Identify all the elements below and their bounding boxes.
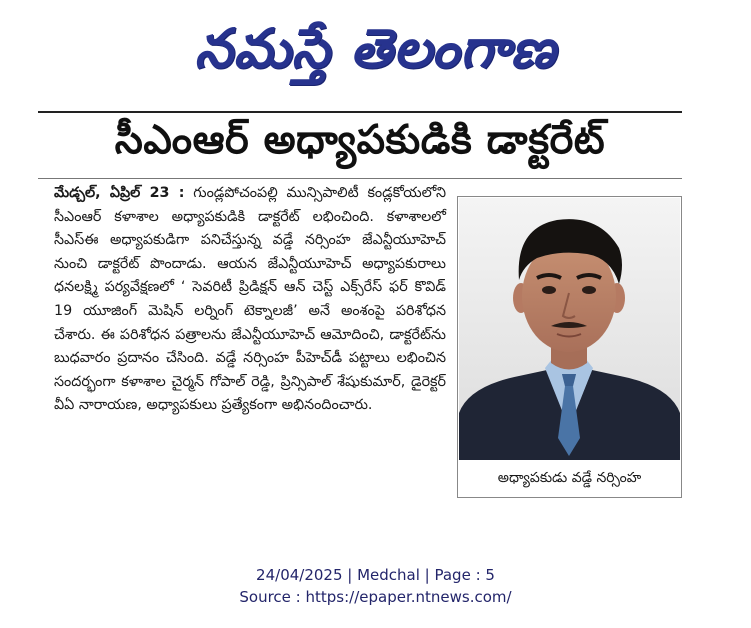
newspaper-logo: నమస్తే తెలంగాణ [194, 16, 557, 80]
photo-frame [457, 196, 682, 498]
article-body [54, 182, 446, 418]
portrait-photo [459, 198, 680, 460]
footer-source-line: Source : https://epaper.ntnews.com/ [239, 588, 512, 606]
footer-edition-line: 24/04/2025 | Medchal | Page : 5 [256, 566, 495, 584]
headline-divider [38, 178, 682, 179]
article-dateline: మేడ్చల్, ఏప్రిల్ 23 : [54, 185, 185, 201]
article-text: గుండ్లపోచంపల్లి మున్సిపాలిటీ కండ్లకోయలోని సీఎంఆర్ కళాశాల అధ్యాపకుడికి డాక్టరేట్ లభించింది. కళాశాలలో సీఎస్ఈ అధ్యాపకుడిగా పనిచేస్తున్న వడ్డే నర్సింహ జేఎన్టీయూహెచ్ నుంచి డాక్టరేట్ పొందాడు. ఆయన జేఎన్టీయూహెచ్ అధ్యాపకురాలు ధనలక్ష్మి పర్యవేక్షణలో ‘ సెవరిటీ ప్రిడిక్షన్ ఆన్ చెస్ట్ ఎక్స్‌రేస్ ఫర్ కొవిడ్ 19 యూజింగ్ మెషిన్ లర్నింగ్ టెక్నాలజీ’ అనే అంశంపై పరిశోధన చేశారు. ఈ పరిశోధన పత్రాలను జేఎన్టీయూహెచ్ ఆమోదించి, డాక్టరేట్‌ను బుధవారం ప్రదానం చేసింది. వడ్డే నర్సింహ పీహెచ్‌డీ పట్టాలు లభించిన సందర్భంగా కళాశాల చైర్మన్ గోపాల్ రెడ్డి, ప్రిన్సిపాల్ శేషుకుమార్, డైరెక్టర్ వీఏ నారాయణ, అధ్యాపకులు ప్రత్యేకంగా అభినందించారు. [54, 185, 446, 414]
photo-caption: అధ్యాపకుడు వడ్డే నర్సింహ [497, 469, 642, 486]
masthead [0, 0, 751, 104]
headline: సీఎంఆర్ అధ్యాపకుడికి డాక్టరేట్ [114, 117, 606, 163]
